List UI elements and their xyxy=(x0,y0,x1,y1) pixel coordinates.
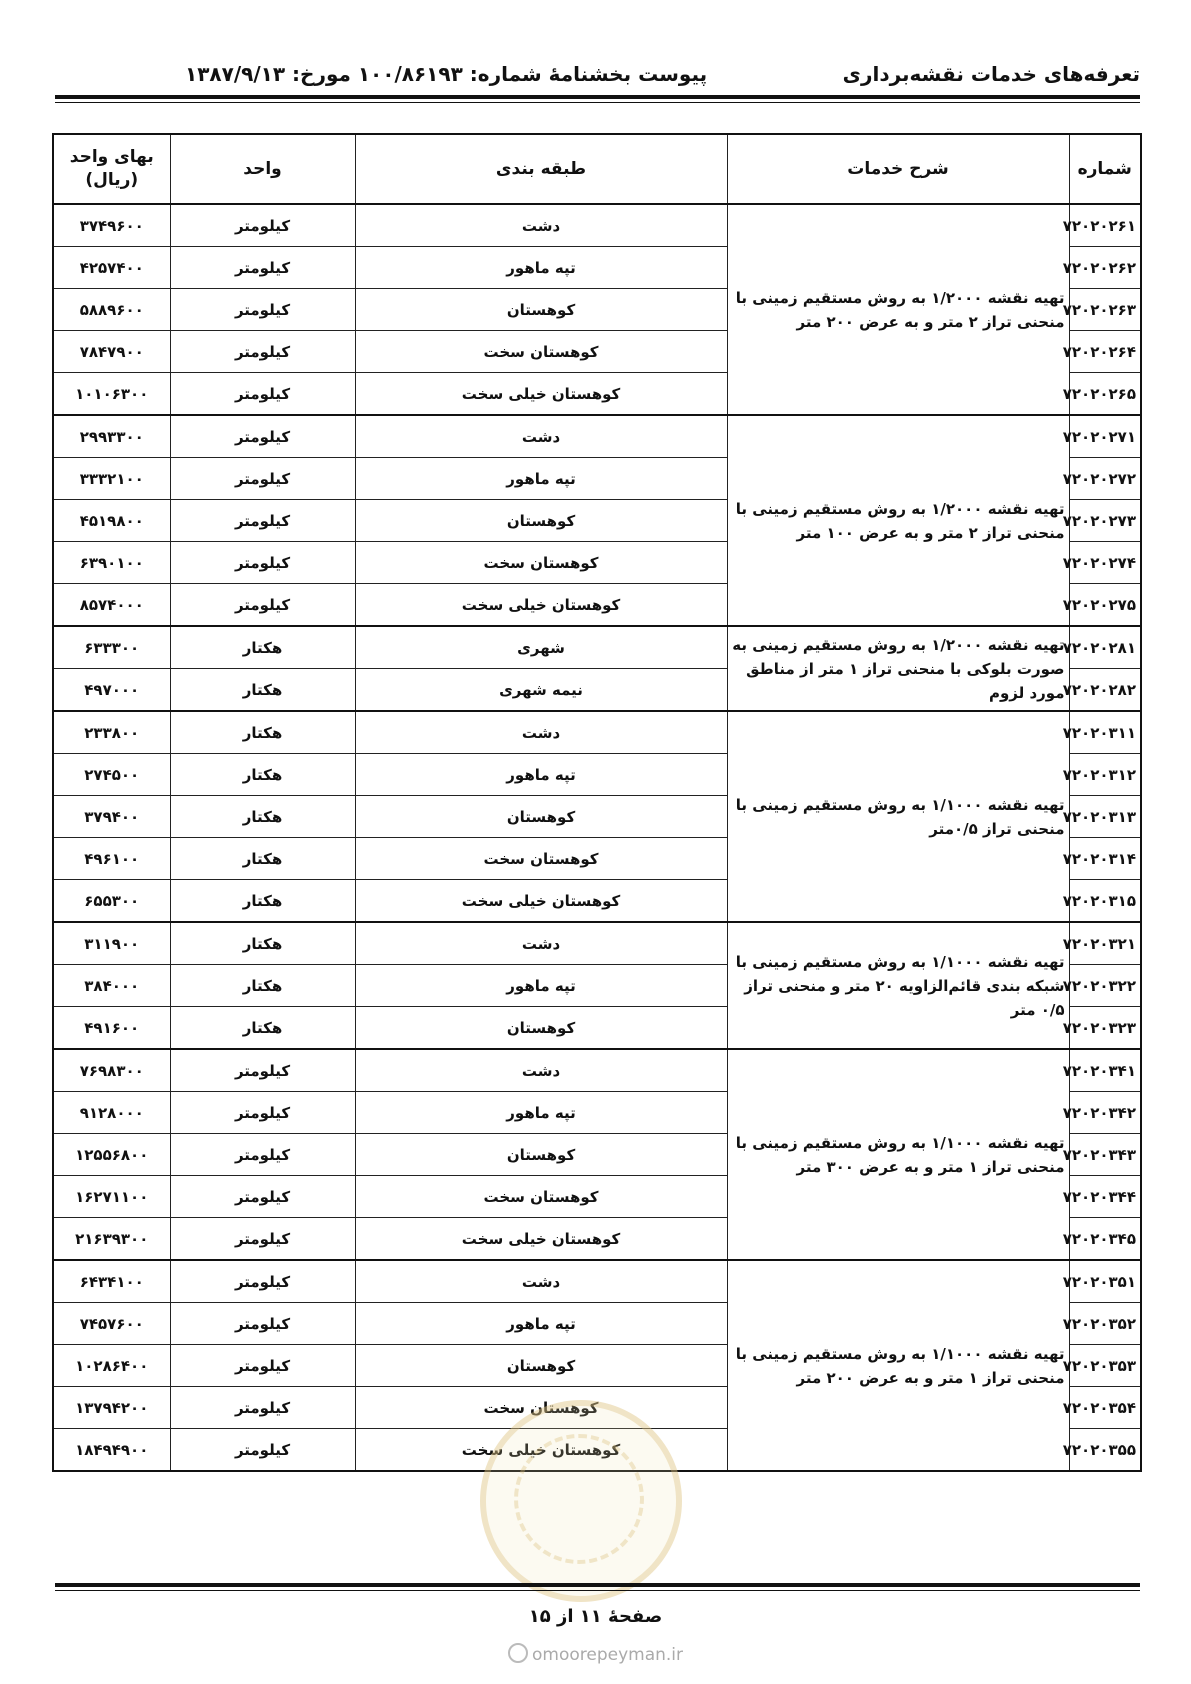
unit: کیلومتر xyxy=(170,584,355,627)
unit-price: ۱۳۷۹۴۲۰۰ xyxy=(53,1387,170,1429)
table-row xyxy=(53,1260,1141,1303)
unit-price: ۱۲۵۵۶۸۰۰ xyxy=(53,1134,170,1176)
unit: کیلومتر xyxy=(170,1176,355,1218)
unit: کیلومتر xyxy=(170,1049,355,1092)
unit: کیلومتر xyxy=(170,373,355,416)
terrain-class: دشت xyxy=(355,922,727,965)
unit-price: ۱۸۴۹۴۹۰۰ xyxy=(53,1429,170,1472)
unit-price: ۲۱۶۳۹۳۰۰ xyxy=(53,1218,170,1261)
unit-price: ۶۴۳۴۱۰۰ xyxy=(53,1260,170,1303)
unit: هکتار xyxy=(170,669,355,712)
unit: هکتار xyxy=(170,796,355,838)
service-code: ۷۲۰۲۰۲۷۴ xyxy=(1069,542,1141,584)
unit-price: ۱۶۲۷۱۱۰۰ xyxy=(53,1176,170,1218)
service-code: ۷۲۰۲۰۲۷۲ xyxy=(1069,458,1141,500)
service-code: ۷۲۰۲۰۳۱۳ xyxy=(1069,796,1141,838)
service-code: ۷۲۰۲۰۳۵۲ xyxy=(1069,1303,1141,1345)
terrain-class: کوهستان خیلی سخت xyxy=(355,373,727,416)
terrain-class: کوهستان سخت xyxy=(355,1176,727,1218)
terrain-class: کوهستان سخت xyxy=(355,542,727,584)
unit: کیلومتر xyxy=(170,204,355,247)
table-body xyxy=(53,204,1141,1471)
service-code: ۷۲۰۲۰۲۶۳ xyxy=(1069,289,1141,331)
col-header-price-line2: (ریال) xyxy=(85,170,139,190)
col-header-price xyxy=(53,134,170,204)
unit-price: ۲۹۹۳۳۰۰ xyxy=(53,415,170,458)
unit: هکتار xyxy=(170,965,355,1007)
unit: کیلومتر xyxy=(170,458,355,500)
table-row xyxy=(53,922,1141,965)
unit: کیلومتر xyxy=(170,1387,355,1429)
terrain-class: تپه ماهور xyxy=(355,458,727,500)
service-code: ۷۲۰۲۰۳۵۴ xyxy=(1069,1387,1141,1429)
service-code: ۷۲۰۲۰۳۵۵ xyxy=(1069,1429,1141,1472)
terrain-class: کوهستان xyxy=(355,289,727,331)
service-code: ۷۲۰۲۰۳۴۲ xyxy=(1069,1092,1141,1134)
service-description: تهیه نقشه ۱/۲۰۰۰ به روش مستقیم زمینی به صورت بلوکی با منحنی تراز ۱ متر از مناطق مورد لزوم xyxy=(727,626,1069,711)
service-code: ۷۲۰۲۰۳۴۱ xyxy=(1069,1049,1141,1092)
terrain-class: کوهستان xyxy=(355,500,727,542)
service-code: ۷۲۰۲۰۲۸۲ xyxy=(1069,669,1141,712)
unit-price: ۴۹۱۶۰۰ xyxy=(53,1007,170,1050)
service-code: ۷۲۰۲۰۲۶۲ xyxy=(1069,247,1141,289)
service-code: ۷۲۰۲۰۳۴۴ xyxy=(1069,1176,1141,1218)
unit: کیلومتر xyxy=(170,289,355,331)
service-code: ۷۲۰۲۰۳۴۵ xyxy=(1069,1218,1141,1261)
service-code: ۷۲۰۲۰۳۵۱ xyxy=(1069,1260,1141,1303)
website-text: omoorepeyman.ir xyxy=(531,1645,684,1665)
service-code: ۷۲۰۲۰۳۲۳ xyxy=(1069,1007,1141,1050)
service-code: ۷۲۰۲۰۳۱۲ xyxy=(1069,754,1141,796)
service-description: تهیه نقشه ۱/۲۰۰۰ به روش مستقیم زمینی با منحنی تراز ۲ متر و به عرض ۲۰۰ متر xyxy=(727,204,1069,415)
terrain-class: تپه ماهور xyxy=(355,965,727,1007)
header-rule-thick xyxy=(55,95,1140,99)
terrain-class: کوهستان xyxy=(355,796,727,838)
unit: هکتار xyxy=(170,838,355,880)
unit-price: ۳۸۴۰۰۰ xyxy=(53,965,170,1007)
unit: کیلومتر xyxy=(170,1429,355,1472)
service-code: ۷۲۰۲۰۳۴۳ xyxy=(1069,1134,1141,1176)
header-rule-thin xyxy=(55,102,1140,103)
unit-price: ۵۸۸۹۶۰۰ xyxy=(53,289,170,331)
terrain-class: دشت xyxy=(355,415,727,458)
unit: هکتار xyxy=(170,626,355,669)
service-code: ۷۲۰۲۰۲۶۱ xyxy=(1069,204,1141,247)
service-code: ۷۲۰۲۰۲۶۵ xyxy=(1069,373,1141,416)
table-row xyxy=(53,626,1141,669)
footer-rule-thin xyxy=(55,1590,1140,1591)
service-code: ۷۲۰۲۰۳۱۵ xyxy=(1069,880,1141,923)
unit-price: ۴۲۵۷۴۰۰ xyxy=(53,247,170,289)
terrain-class: کوهستان سخت xyxy=(355,1387,727,1429)
unit: هکتار xyxy=(170,711,355,754)
terrain-class: دشت xyxy=(355,204,727,247)
unit-price: ۳۷۴۹۶۰۰ xyxy=(53,204,170,247)
col-header-desc: شرح خدمات xyxy=(727,134,1069,204)
unit-price: ۸۵۷۴۰۰۰ xyxy=(53,584,170,627)
terrain-class: کوهستان xyxy=(355,1134,727,1176)
terrain-class: کوهستان سخت xyxy=(355,838,727,880)
unit-price: ۹۱۲۸۰۰۰ xyxy=(53,1092,170,1134)
table-row xyxy=(53,1049,1141,1092)
unit-price: ۶۳۹۰۱۰۰ xyxy=(53,542,170,584)
terrain-class: دشت xyxy=(355,1049,727,1092)
unit: هکتار xyxy=(170,880,355,923)
terrain-class: کوهستان سخت xyxy=(355,331,727,373)
unit: کیلومتر xyxy=(170,1303,355,1345)
table-row xyxy=(53,711,1141,754)
unit-price: ۴۹۶۱۰۰ xyxy=(53,838,170,880)
service-code: ۷۲۰۲۰۲۶۴ xyxy=(1069,331,1141,373)
unit-price: ۱۰۱۰۶۳۰۰ xyxy=(53,373,170,416)
unit: هکتار xyxy=(170,1007,355,1050)
service-description: تهیه نقشه ۱/۱۰۰۰ به روش مستقیم زمینی با شبکه بندی قائم‌الزاویه ۲۰ متر و منحنی تراز ۰/۵ متر xyxy=(727,922,1069,1049)
unit: کیلومتر xyxy=(170,247,355,289)
unit: کیلومتر xyxy=(170,542,355,584)
terrain-class: تپه ماهور xyxy=(355,754,727,796)
terrain-class: شهری xyxy=(355,626,727,669)
terrain-class: تپه ماهور xyxy=(355,1303,727,1345)
unit-price: ۲۳۳۸۰۰ xyxy=(53,711,170,754)
service-description: تهیه نقشه ۱/۱۰۰۰ به روش مستقیم زمینی با منحنی تراز ۱ متر و به عرض ۲۰۰ متر xyxy=(727,1260,1069,1471)
circular-reference: پیوست بخشنامهٔ شماره: ۱۰۰/۸۶۱۹۳ مورخ: ۱۳۸۷/۹/۱۳ xyxy=(185,62,708,86)
unit: هکتار xyxy=(170,922,355,965)
service-code: ۷۲۰۲۰۳۱۱ xyxy=(1069,711,1141,754)
unit-price: ۲۷۴۵۰۰ xyxy=(53,754,170,796)
service-code: ۷۲۰۲۰۳۱۴ xyxy=(1069,838,1141,880)
unit: کیلومتر xyxy=(170,1218,355,1261)
service-code: ۷۲۰۲۰۲۸۱ xyxy=(1069,626,1141,669)
unit: هکتار xyxy=(170,754,355,796)
unit-price: ۷۶۹۸۳۰۰ xyxy=(53,1049,170,1092)
terrain-class: کوهستان خیلی سخت xyxy=(355,880,727,923)
unit-price: ۶۳۳۳۰۰ xyxy=(53,626,170,669)
unit-price: ۶۵۵۳۰۰ xyxy=(53,880,170,923)
unit: کیلومتر xyxy=(170,500,355,542)
col-header-price-line1: بهای واحد xyxy=(69,147,154,168)
unit-price: ۱۰۲۸۶۴۰۰ xyxy=(53,1345,170,1387)
unit: کیلومتر xyxy=(170,1092,355,1134)
col-header-unit: واحد xyxy=(170,134,355,204)
col-header-class: طبقه بندی xyxy=(355,134,727,204)
document-title: تعرفه‌های خدمات نقشه‌برداری xyxy=(842,62,1140,86)
unit-price: ۷۸۴۷۹۰۰ xyxy=(53,331,170,373)
terrain-class: کوهستان xyxy=(355,1007,727,1050)
unit-price: ۳۷۹۴۰۰ xyxy=(53,796,170,838)
terrain-class: کوهستان خیلی سخت xyxy=(355,1429,727,1472)
terrain-class: دشت xyxy=(355,711,727,754)
service-code: ۷۲۰۲۰۲۷۵ xyxy=(1069,584,1141,627)
service-code: ۷۲۰۲۰۳۵۳ xyxy=(1069,1345,1141,1387)
at-icon xyxy=(508,1643,528,1663)
page-number: صفحهٔ ۱۱ از ۱۵ xyxy=(528,1606,663,1627)
service-code: ۷۲۰۲۰۲۷۱ xyxy=(1069,415,1141,458)
unit: کیلومتر xyxy=(170,1134,355,1176)
table-row xyxy=(53,415,1141,458)
terrain-class: تپه ماهور xyxy=(355,1092,727,1134)
unit: کیلومتر xyxy=(170,1260,355,1303)
service-code: ۷۲۰۲۰۳۲۲ xyxy=(1069,965,1141,1007)
unit-price: ۴۵۱۹۸۰۰ xyxy=(53,500,170,542)
terrain-class: نیمه شهری xyxy=(355,669,727,712)
table-header-row xyxy=(53,134,1141,204)
unit-price: ۷۴۵۷۶۰۰ xyxy=(53,1303,170,1345)
unit-price: ۳۱۱۹۰۰ xyxy=(53,922,170,965)
unit: کیلومتر xyxy=(170,1345,355,1387)
service-description: تهیه نقشه ۱/۱۰۰۰ به روش مستقیم زمینی با منحنی تراز ۱ متر و به عرض ۳۰۰ متر xyxy=(727,1049,1069,1260)
terrain-class: تپه ماهور xyxy=(355,247,727,289)
service-code: ۷۲۰۲۰۲۷۳ xyxy=(1069,500,1141,542)
unit: کیلومتر xyxy=(170,415,355,458)
service-description: تهیه نقشه ۱/۱۰۰۰ به روش مستقیم زمینی با منحنی تراز ۰/۵متر xyxy=(727,711,1069,922)
service-description: تهیه نقشه ۱/۲۰۰۰ به روش مستقیم زمینی با منحنی تراز ۲ متر و به عرض ۱۰۰ متر xyxy=(727,415,1069,626)
table-row xyxy=(53,204,1141,247)
col-header-code: شماره xyxy=(1069,134,1141,204)
unit: کیلومتر xyxy=(170,331,355,373)
terrain-class: کوهستان خیلی سخت xyxy=(355,1218,727,1261)
service-code: ۷۲۰۲۰۳۲۱ xyxy=(1069,922,1141,965)
page-header xyxy=(55,58,1140,98)
terrain-class: کوهستان خیلی سخت xyxy=(355,584,727,627)
terrain-class: دشت xyxy=(355,1260,727,1303)
footer-rule-thick xyxy=(55,1583,1140,1587)
unit-price: ۳۳۳۲۱۰۰ xyxy=(53,458,170,500)
terrain-class: کوهستان xyxy=(355,1345,727,1387)
seal-watermark xyxy=(480,1400,682,1602)
website-watermark xyxy=(0,1643,1191,1665)
tariff-table xyxy=(52,133,1142,1472)
unit-price: ۴۹۷۰۰۰ xyxy=(53,669,170,712)
